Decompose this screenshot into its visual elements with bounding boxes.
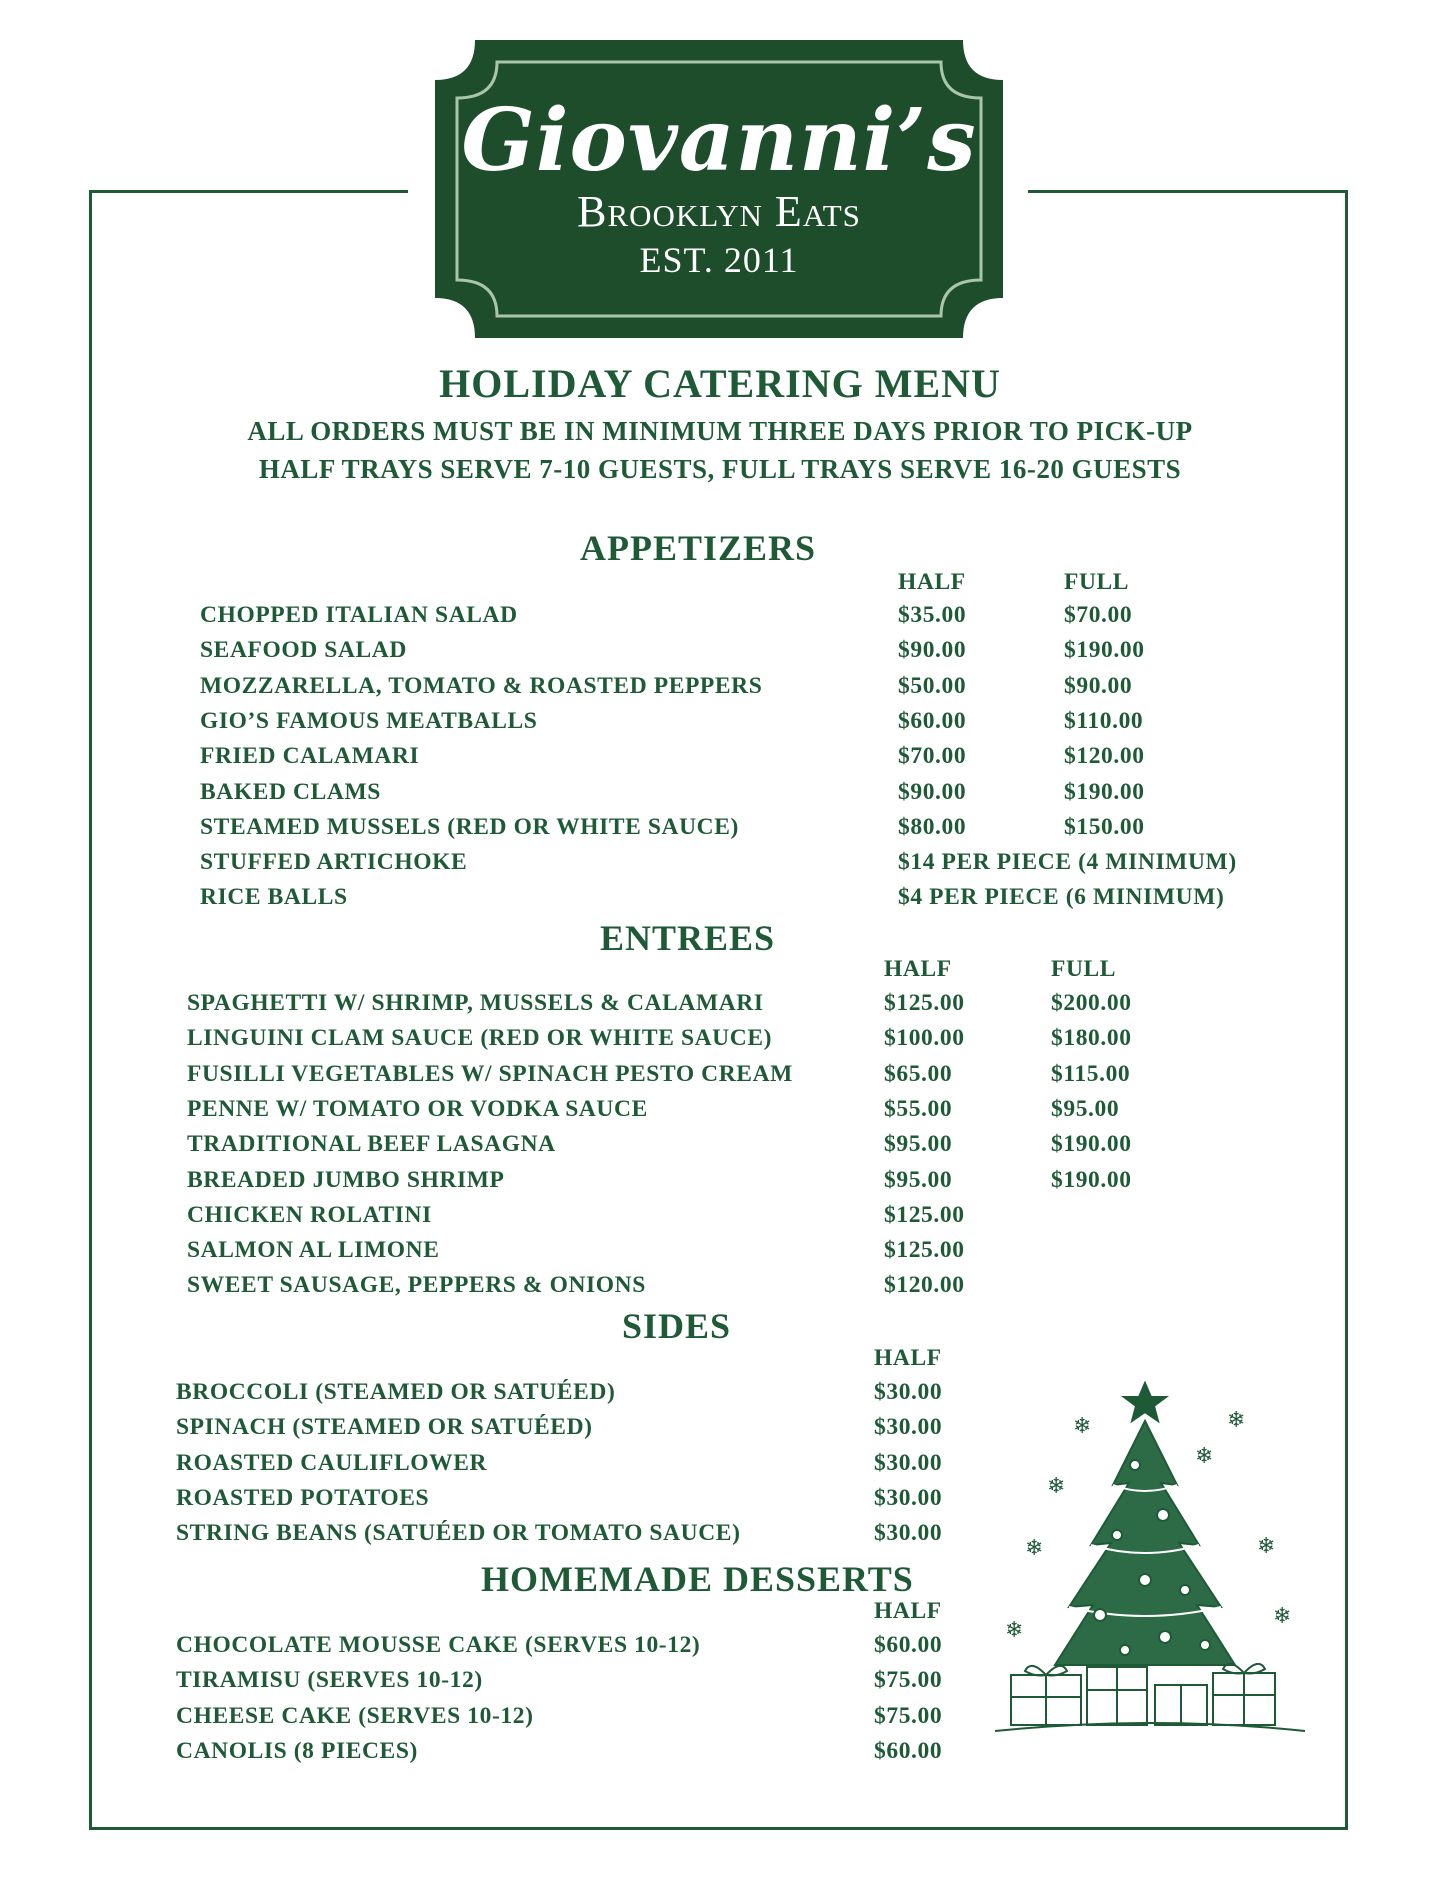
svg-text:❄: ❄ <box>1227 1408 1246 1433</box>
half-tray-price: $90.00 <box>898 637 967 663</box>
half-tray-price: $100.00 <box>884 1025 965 1051</box>
menu-item-name: STRING BEANS (SATUÉED OR TOMATO SAUCE) <box>176 1520 741 1546</box>
full-tray-price: $190.00 <box>1051 1167 1132 1193</box>
entrees-half-header: HALF <box>884 956 952 982</box>
appetizers-half-header: HALF <box>898 569 966 595</box>
svg-text:❄: ❄ <box>1257 1534 1276 1559</box>
full-tray-price: $120.00 <box>1064 743 1145 769</box>
half-tray-price: $125.00 <box>884 1237 965 1263</box>
menu-item-name: SPAGHETTI W/ SHRIMP, MUSSELS & CALAMARI <box>187 990 764 1016</box>
full-tray-price: $70.00 <box>1064 602 1133 628</box>
menu-item-name: PENNE W/ TOMATO OR VODKA SAUCE <box>187 1096 648 1122</box>
menu-item-name: CHOCOLATE MOUSSE CAKE (SERVES 10-12) <box>176 1632 701 1658</box>
desserts-section-title: HOMEMADE DESSERTS <box>481 1559 914 1599</box>
menu-item-name: CHOPPED ITALIAN SALAD <box>200 602 518 628</box>
order-notice: ALL ORDERS MUST BE IN MINIMUM THREE DAYS PRIOR TO PICK-UP <box>247 416 1193 446</box>
half-tray-price: $30.00 <box>874 1520 943 1546</box>
half-tray-price: $125.00 <box>884 1202 965 1228</box>
full-tray-price: $90.00 <box>1064 673 1133 699</box>
half-tray-price: $60.00 <box>874 1632 943 1658</box>
menu-item-name: CANOLIS (8 PIECES) <box>176 1738 418 1764</box>
half-tray-price: $50.00 <box>898 673 967 699</box>
half-tray-price: $75.00 <box>874 1703 943 1729</box>
entrees-full-header: FULL <box>1051 956 1117 982</box>
half-tray-price: $120.00 <box>884 1272 965 1298</box>
svg-text:❄: ❄ <box>1005 1618 1024 1643</box>
menu-item-name: TRADITIONAL BEEF LASAGNA <box>187 1131 556 1157</box>
appetizers-full-header: FULL <box>1064 569 1130 595</box>
half-tray-price: $60.00 <box>898 708 967 734</box>
menu-item-name: TIRAMISU (SERVES 10-12) <box>176 1667 483 1693</box>
half-tray-price: $30.00 <box>874 1414 943 1440</box>
sides-section-title: SIDES <box>622 1306 732 1346</box>
half-tray-price: $80.00 <box>898 814 967 840</box>
menu-item-name: SEAFOOD SALAD <box>200 637 407 663</box>
half-tray-price: $70.00 <box>898 743 967 769</box>
appetizers-section-title: APPETIZERS <box>580 528 817 568</box>
logo <box>435 40 1003 338</box>
logo-established: EST. 2011 <box>639 240 799 280</box>
half-tray-price: $30.00 <box>874 1450 943 1476</box>
menu-item-name: SPINACH (STEAMED OR SATUÉED) <box>176 1414 593 1440</box>
svg-text:❄: ❄ <box>1195 1444 1214 1469</box>
half-tray-price: $95.00 <box>884 1131 953 1157</box>
menu-item-name: LINGUINI CLAM SAUCE (RED OR WHITE SAUCE) <box>187 1025 773 1051</box>
svg-text:❄: ❄ <box>1073 1414 1092 1439</box>
menu-item-name: SWEET SAUSAGE, PEPPERS & ONIONS <box>187 1272 646 1298</box>
menu-item-name: FUSILLI VEGETABLES W/ SPINACH PESTO CREAM <box>187 1061 793 1087</box>
half-tray-price: $14 PER PIECE (4 MINIMUM) <box>898 849 1237 875</box>
menu-item-name: SALMON AL LIMONE <box>187 1237 440 1263</box>
logo-script-name: Giovanni’s <box>461 90 977 191</box>
menu-item-name: RICE BALLS <box>200 884 348 910</box>
full-tray-price: $180.00 <box>1051 1025 1132 1051</box>
menu-item-name: FRIED CALAMARI <box>200 743 420 769</box>
full-tray-price: $190.00 <box>1064 637 1145 663</box>
sides-half-header: HALF <box>874 1345 942 1371</box>
full-tray-price: $115.00 <box>1051 1061 1131 1087</box>
half-tray-price: $55.00 <box>884 1096 953 1122</box>
svg-text:❄: ❄ <box>1047 1474 1066 1499</box>
christmas-tree-icon <box>995 1375 1315 1745</box>
half-tray-price: $35.00 <box>898 602 967 628</box>
full-tray-price: $110.00 <box>1064 708 1144 734</box>
half-tray-price: $30.00 <box>874 1485 943 1511</box>
tray-notice: HALF TRAYS SERVE 7-10 GUESTS, FULL TRAYS SERVE 16-20 GUESTS <box>258 454 1182 484</box>
full-tray-price: $95.00 <box>1051 1096 1120 1122</box>
full-tray-price: $190.00 <box>1064 779 1145 805</box>
menu-item-name: CHEESE CAKE (SERVES 10-12) <box>176 1703 534 1729</box>
svg-text:❄: ❄ <box>1025 1536 1044 1561</box>
full-tray-price: $200.00 <box>1051 990 1132 1016</box>
half-tray-price: $75.00 <box>874 1667 943 1693</box>
menu-item-name: CHICKEN ROLATINI <box>187 1202 432 1228</box>
full-tray-price: $150.00 <box>1064 814 1145 840</box>
full-tray-price: $190.00 <box>1051 1131 1132 1157</box>
svg-text:❄: ❄ <box>1273 1604 1292 1629</box>
menu-item-name: ROASTED CAULIFLOWER <box>176 1450 488 1476</box>
page-title: HOLIDAY CATERING MENU <box>439 361 1001 406</box>
menu-item-name: BROCCOLI (STEAMED OR SATUÉED) <box>176 1379 616 1405</box>
menu-item-name: BAKED CLAMS <box>200 779 381 805</box>
half-tray-price: $90.00 <box>898 779 967 805</box>
half-tray-price: $95.00 <box>884 1167 953 1193</box>
half-tray-price: $125.00 <box>884 990 965 1016</box>
menu-item-name: STUFFED ARTICHOKE <box>200 849 468 875</box>
entrees-section-title: ENTREES <box>600 918 776 958</box>
menu-item-name: MOZZARELLA, TOMATO & ROASTED PEPPERS <box>200 673 763 699</box>
desserts-half-header: HALF <box>874 1598 942 1624</box>
half-tray-price: $30.00 <box>874 1379 943 1405</box>
half-tray-price: $4 PER PIECE (6 MINIMUM) <box>898 884 1225 910</box>
menu-item-name: BREADED JUMBO SHRIMP <box>187 1167 505 1193</box>
menu-item-name: GIO’S FAMOUS MEATBALLS <box>200 708 538 734</box>
menu-item-name: ROASTED POTATOES <box>176 1485 430 1511</box>
menu-item-name: STEAMED MUSSELS (RED OR WHITE SAUCE) <box>200 814 739 840</box>
logo-subtitle: Brooklyn Eats <box>577 187 861 236</box>
half-tray-price: $60.00 <box>874 1738 943 1764</box>
half-tray-price: $65.00 <box>884 1061 953 1087</box>
